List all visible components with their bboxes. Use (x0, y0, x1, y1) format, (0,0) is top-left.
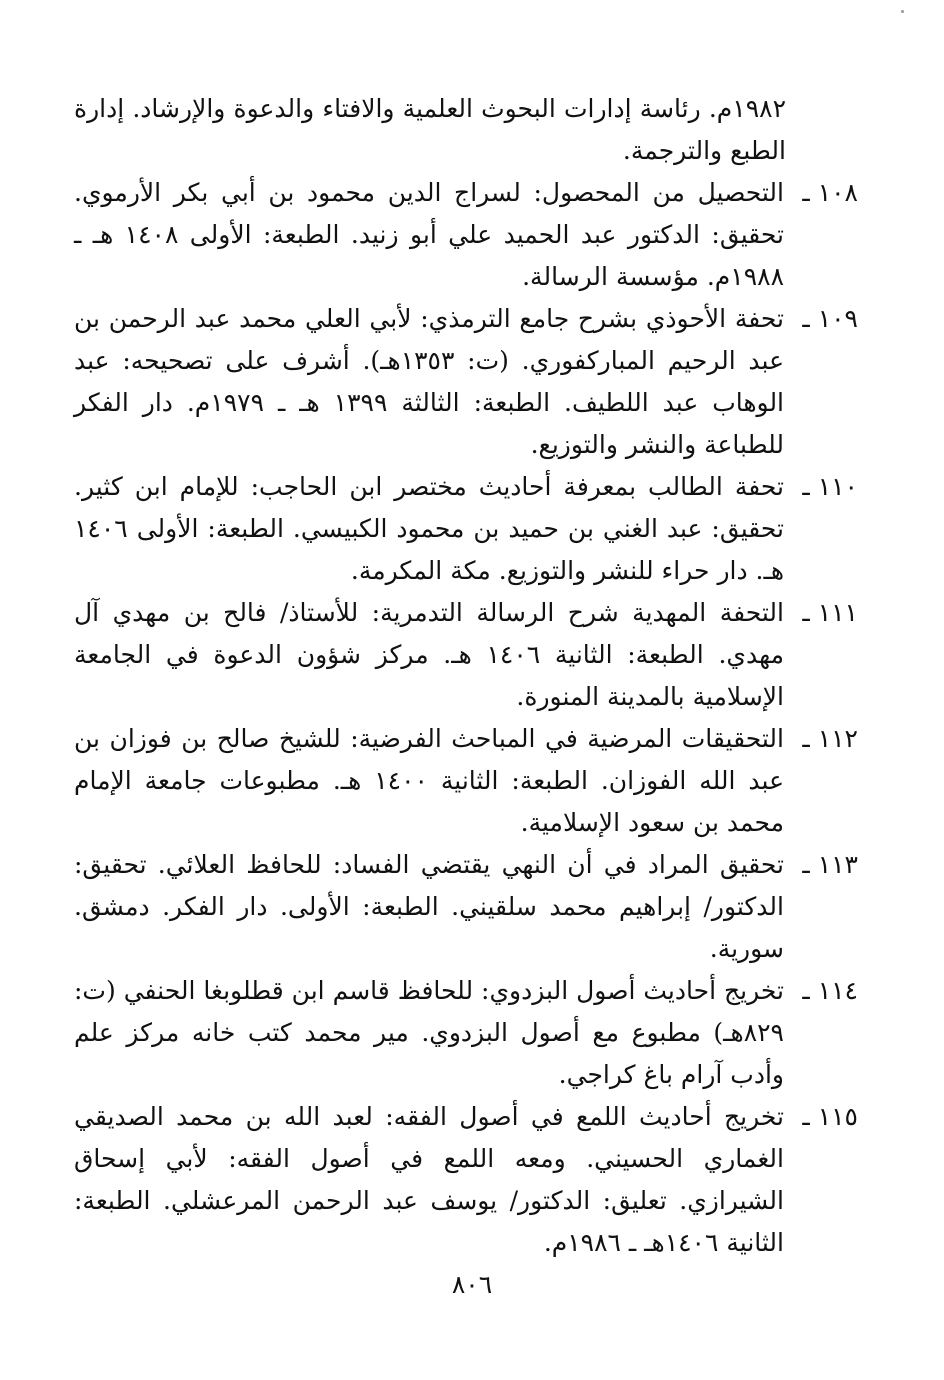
entry-number: ١١٤ ـ (802, 976, 858, 1005)
entry-text: تحفة الأحوذي بشرح جامع الترمذي: لأبي العلي محمد عبد الرحمن بن عبد الرحيم المباركفوري. (ت: ١٣٥٣هـ). أشرف على تصحيحه: عبد الوهاب عبد اللطيف. الطبعة: الثالثة ١٣٩٩ هـ ـ ١٩٧٩م. دار الفكر للطباعة والنشر والتوزيع. (74, 304, 785, 459)
entry-text: التحصيل من المحصول: لسراج الدين محمود بن أبي بكر الأرموي. تحقيق: الدكتور عبد الحميد علي أبو زنيد. الطبعة: الأولى ١٤٠٨ هـ ـ ١٩٨٨م. مؤسسة الرسالة. (74, 178, 784, 291)
entry-number: ١٠٩ ـ (802, 304, 858, 333)
entry-number: ١١١ ـ (802, 598, 858, 627)
continued-entry-text: ١٩٨٢م. رئاسة إدارات البحوث العلمية والافتاء والدعوة والإرشاد. إدارة الطبع والترجمة. (74, 94, 786, 165)
entry-text: تخريج أحاديث أصول البزدوي: للحافظ قاسم ابن قطلوبغا الحنفي (ت: ٨٢٩هـ) مطبوع مع أصول البزدوي. مير محمد كتب خانه مركز علم وأدب آرام باغ كراجي. (74, 976, 784, 1089)
entry-text: التحقيقات المرضية في المباحث الفرضية: للشيخ صالح بن فوزان بن عبد الله الفوزان. الطبعة: الثانية ١٤٠٠ هـ. مطبوعات جامعة الإمام محمد بن سعود الإسلامية. (74, 724, 784, 837)
entry-number: ١١٥ ـ (802, 1102, 858, 1131)
entry-number: ١١٣ ـ (802, 850, 858, 879)
bibliography-list (74, 88, 858, 1264)
entry-text: تحفة الطالب بمعرفة أحاديث مختصر ابن الحاجب: للإمام ابن كثير. تحقيق: عبد الغني بن حميد بن محمود الكبيسي. الطبعة: الأولى ١٤٠٦ هـ. دار حراء للنشر والتوزيع. مكة المكرمة. (74, 472, 784, 585)
bibliography-entry-111 (74, 592, 858, 718)
bibliography-entry-114 (74, 970, 858, 1096)
entry-number: ١١٠ ـ (802, 472, 858, 501)
bibliography-entry-112 (74, 718, 858, 844)
scan-speck (901, 10, 904, 13)
bibliography-entry-108 (74, 172, 858, 298)
entry-text: تخريج أحاديث اللمع في أصول الفقه: لعبد الله بن محمد الصديقي الغماري الحسيني. ومعه اللمع في أصول الفقه: لأبي إسحاق الشيرازي. تعليق: الدكتور/ يوسف عبد الرحمن المرعشلي. الطبعة: الثانية ١٤٠٦هـ ـ ١٩٨٦م. (74, 1102, 784, 1257)
bibliography-entry-115 (74, 1096, 858, 1264)
bibliography-entry-113 (74, 844, 858, 970)
entry-number: ١٠٨ ـ (802, 178, 858, 207)
page-number: ٨٠٦ (451, 1270, 493, 1299)
bibliography-entry-109 (74, 298, 858, 466)
entry-text: تحقيق المراد في أن النهي يقتضي الفساد: للحافظ العلائي. تحقيق: الدكتور/ إبراهيم محمد سلقيني. الطبعة: الأولى. دار الفكر. دمشق. سورية. (74, 850, 784, 963)
entry-text: التحفة المهدية شرح الرسالة التدمرية: للأستاذ/ فالح بن مهدي آل مهدي. الطبعة: الثانية ١٤٠٦ هـ. مركز شؤون الدعوة في الجامعة الإسلامية بالمدينة المنورة. (74, 598, 784, 711)
bibliography-entry-110 (74, 466, 858, 592)
entry-number: ١١٢ ـ (802, 724, 858, 753)
